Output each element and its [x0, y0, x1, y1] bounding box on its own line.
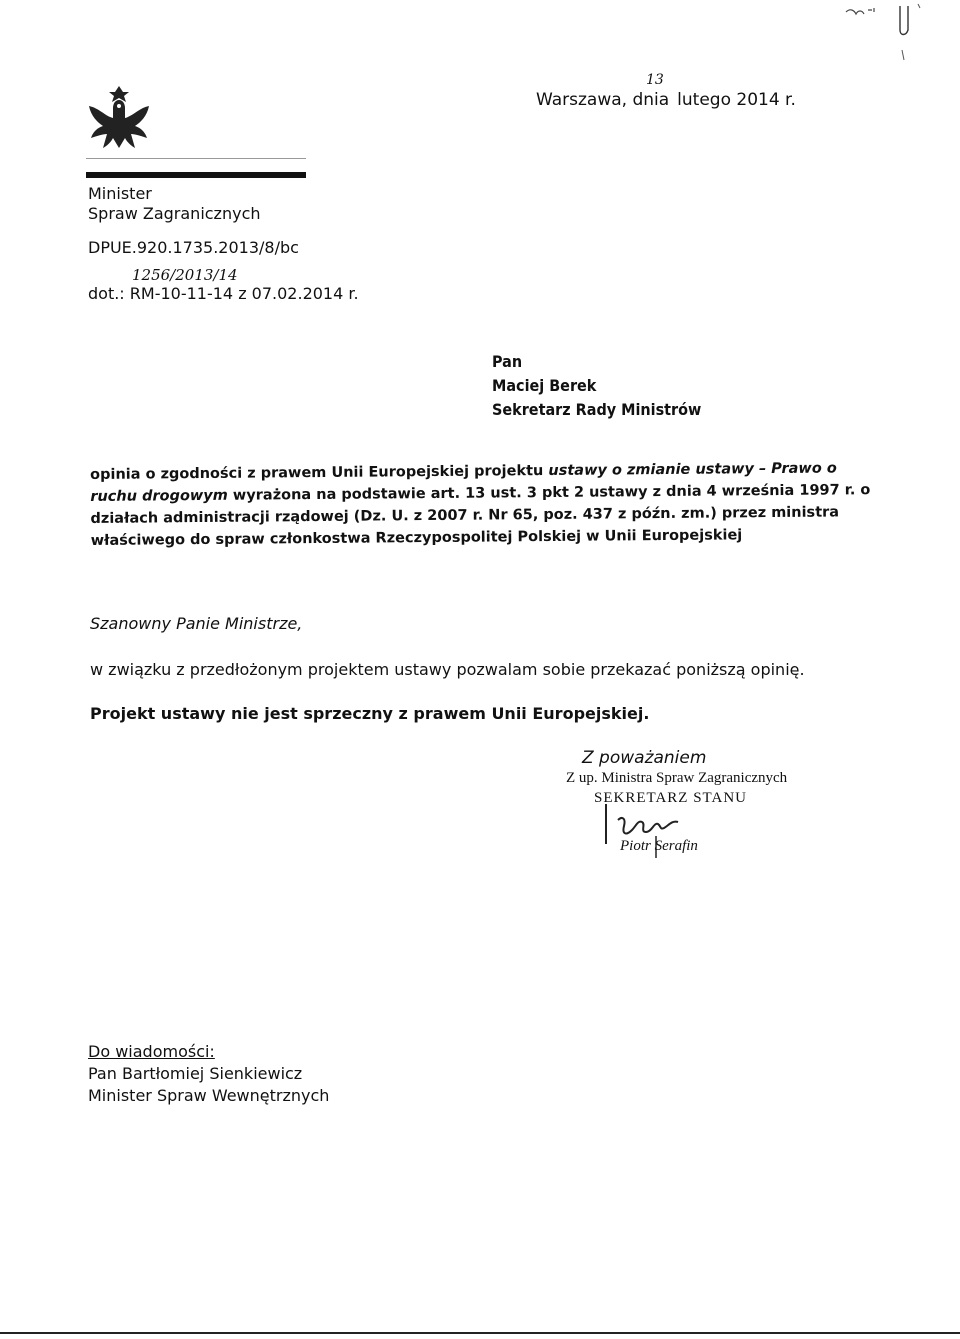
- stamp-on-behalf: Z up. Ministra Spraw Zagranicznych: [566, 770, 788, 786]
- handwritten-reference: 1256/2013/14: [132, 266, 238, 284]
- body-paragraph: w związku z przedłożonym projektem ustawy pozwalam sobie przekazać poniższą opinię.: [90, 660, 805, 679]
- subject-part-3: wyrażona na podstawie art. 13 ust. 3 pkt 2 ustawy z dnia 4 września 1997 r. o działach administracji rządowej (Dz. U. z 2007 r. Nr 65, poz. 437 z późn. zm.) przez ministra właściwego do spraw członkostwa Rzeczypospolitej Polskiej w Unii Europejskiej: [90, 482, 871, 549]
- closing-greeting: Z poważaniem: [582, 748, 707, 768]
- regarding-reference: dot.: RM-10-11-14 z 07.02.2014 r.: [88, 284, 359, 303]
- date-prefix: Warszawa, dnia: [536, 90, 670, 110]
- letterhead-thin-rule: [86, 158, 306, 159]
- reference-number: DPUE.920.1735.2013/8/bc: [88, 238, 299, 257]
- date-day-handwritten: 13: [646, 72, 664, 88]
- subject-part-1: opinia o zgodności z prawem Unii Europejskiej projektu: [90, 463, 549, 483]
- letter-subject: [90, 457, 881, 552]
- addressee-salutation: Pan: [492, 352, 523, 371]
- letter-date: [536, 90, 796, 110]
- cc-recipient-name: Pan Bartłomiej Sienkiewicz: [88, 1064, 303, 1083]
- addressee-title: Sekretarz Rady Ministrów: [492, 400, 702, 419]
- cc-recipient-title: Minister Spraw Wewnętrznych: [88, 1086, 330, 1105]
- polish-eagle-emblem-icon: [84, 82, 154, 160]
- scan-bottom-edge: [0, 1332, 960, 1334]
- stamp-position: SEKRETARZ STANU: [594, 790, 748, 806]
- date-month: lutego 2014 r.: [677, 90, 796, 110]
- corner-handwritten-mark-icon: [838, 0, 948, 70]
- addressee-name: Maciej Berek: [492, 376, 597, 395]
- subject-bill-title: ustawy o zmianie ustawy – Prawo o ruchu drogowym: [90, 460, 837, 505]
- salutation: Szanowny Panie Ministrze,: [90, 614, 303, 633]
- letterhead-thick-rule: [86, 172, 306, 178]
- signatory-name: Piotr Serafin: [620, 838, 698, 854]
- sender-ministry: Spraw Zagranicznych: [88, 204, 261, 223]
- cc-heading: Do wiadomości:: [88, 1042, 215, 1061]
- sender-title: Minister: [88, 184, 152, 203]
- opinion-statement: Projekt ustawy nie jest sprzeczny z prawem Unii Europejskiej.: [90, 704, 650, 723]
